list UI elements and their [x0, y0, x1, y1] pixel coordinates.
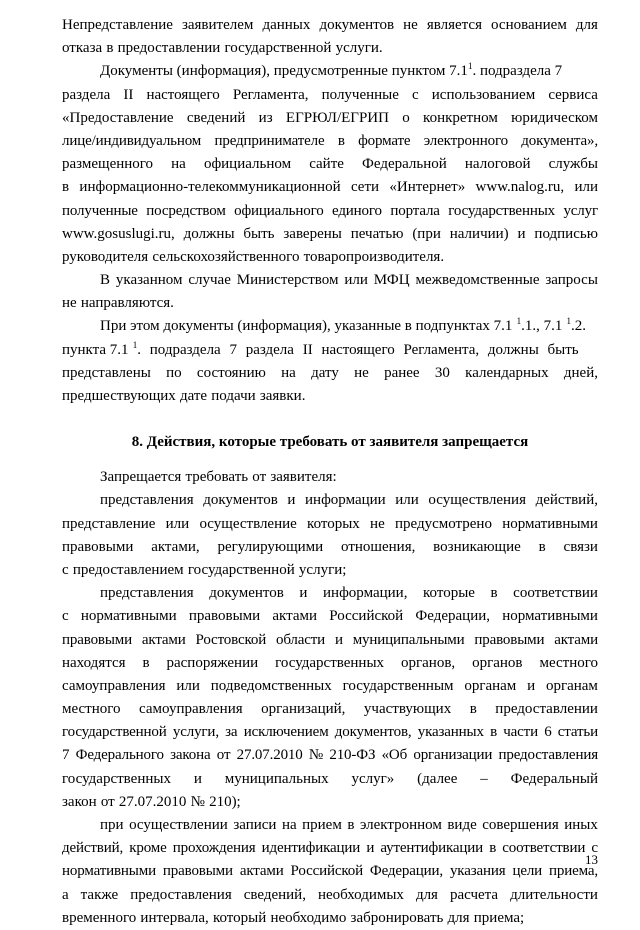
- word: осуществления: [428, 492, 526, 509]
- word: данных: [262, 17, 311, 33]
- word: актами: [239, 863, 284, 880]
- word: государственным: [342, 677, 454, 694]
- word: государственных: [62, 770, 171, 787]
- word: с: [62, 561, 69, 578]
- word: цели: [512, 863, 543, 880]
- word: II: [123, 86, 134, 103]
- word: состоянию: [196, 364, 266, 381]
- word: посредством: [146, 202, 226, 219]
- text-fragment: пункта 7.1 $^1$. подраздела 7 раздела II настоящего Регламента, должны быть: [62, 339, 579, 358]
- word: не: [62, 295, 77, 312]
- word: информационно-телекоммуникационной: [79, 179, 341, 196]
- word: Российской: [329, 608, 404, 625]
- word: календарных: [465, 364, 549, 381]
- word: сведений,: [243, 886, 306, 903]
- word: услуги.: [335, 40, 383, 57]
- text-line: [62, 652, 598, 675]
- word: в: [62, 179, 70, 196]
- text-line: [62, 721, 598, 744]
- word: соответствии: [502, 840, 586, 857]
- word: настоящего: [146, 86, 220, 103]
- word: услуги;: [298, 561, 347, 578]
- word: отказа: [62, 40, 103, 57]
- word: единого: [332, 202, 382, 219]
- word: является: [426, 17, 482, 33]
- word: быть: [243, 225, 275, 242]
- word: виде: [447, 817, 477, 833]
- word: сайте: [309, 156, 344, 173]
- word: услуг»: [351, 770, 395, 787]
- word: направляются.: [80, 295, 174, 312]
- word: предоставлении: [495, 701, 598, 718]
- word: государственной: [62, 724, 167, 741]
- word: для: [415, 886, 438, 903]
- word: не: [354, 364, 369, 381]
- word: на: [171, 156, 186, 173]
- superscript: 1: [566, 316, 572, 327]
- word: портала: [390, 202, 440, 219]
- word: и: [366, 840, 375, 857]
- text-line: [62, 768, 598, 791]
- word: правовыми: [62, 538, 134, 555]
- word: необходимо: [270, 909, 347, 926]
- word: приема;: [473, 909, 525, 926]
- word: нормативными: [502, 515, 598, 532]
- word: юридическом: [511, 109, 598, 126]
- word: на: [281, 817, 297, 833]
- word: требовать: [185, 469, 249, 486]
- word: печатью: [350, 225, 404, 242]
- word: государственной: [187, 561, 295, 578]
- word: Федерации,: [369, 863, 443, 880]
- word: (далее: [417, 770, 458, 787]
- word: области: [275, 631, 326, 648]
- text-line: [62, 269, 598, 292]
- word: 30: [434, 364, 450, 381]
- word: предоставлением: [72, 561, 184, 578]
- text-line: [62, 907, 598, 930]
- text-line: [62, 629, 598, 652]
- text-line: [62, 489, 598, 512]
- word: (при: [412, 225, 441, 242]
- word: «Предоставление: [62, 109, 174, 126]
- word: от: [100, 793, 115, 810]
- word: №: [190, 793, 205, 810]
- text-line: [62, 744, 598, 767]
- word: в: [489, 840, 497, 857]
- text-line: [62, 37, 598, 60]
- word: или: [574, 179, 598, 196]
- text-line: [62, 107, 598, 130]
- text-line: [62, 200, 598, 223]
- word: забронировать: [350, 909, 444, 926]
- text-line: [62, 339, 598, 362]
- word: 7: [62, 747, 70, 764]
- text-line: [62, 153, 598, 176]
- word: электронного: [423, 132, 508, 149]
- word: возникающие: [433, 538, 521, 555]
- word: или: [176, 677, 200, 694]
- text-line: [62, 860, 598, 883]
- word: информации,: [323, 585, 408, 602]
- word: предпринимателе: [214, 132, 325, 149]
- word: www.nalog.ru,: [475, 179, 565, 196]
- word: соответствии: [513, 585, 598, 602]
- word: электронном: [359, 817, 442, 833]
- word: действий,: [535, 492, 598, 509]
- word: в: [337, 132, 345, 149]
- text-line: [62, 837, 598, 860]
- word: сети: [350, 179, 380, 196]
- word: необходимых: [317, 886, 404, 903]
- word: из: [258, 109, 273, 126]
- word: осуществление: [199, 515, 297, 532]
- word: органам: [545, 677, 598, 694]
- word: актами,: [151, 538, 200, 555]
- word: документов: [319, 17, 395, 33]
- word: информации: [305, 492, 386, 509]
- superscript: 1: [467, 61, 473, 72]
- word: действий,: [62, 840, 124, 857]
- word: ранее: [384, 364, 420, 381]
- document-body: [62, 14, 598, 930]
- word: дату: [311, 364, 339, 381]
- word: актами: [272, 608, 318, 625]
- word: документов: [209, 585, 284, 602]
- word: предшествующих: [62, 388, 176, 404]
- word: также: [80, 886, 119, 903]
- word: правовыми: [474, 631, 545, 648]
- word: аутентификации: [380, 840, 484, 857]
- word: и: [193, 770, 202, 787]
- word: самоуправления: [139, 701, 243, 718]
- superscript: 1: [132, 339, 138, 350]
- text-line: [62, 884, 598, 907]
- word: представления: [100, 492, 194, 509]
- word: о: [402, 109, 410, 126]
- word: Регламента,: [232, 86, 309, 103]
- word: дате: [179, 388, 208, 404]
- word: представлены: [62, 364, 151, 381]
- word: а: [62, 886, 69, 903]
- word: предоставлении: [117, 40, 221, 57]
- word: 210);: [209, 793, 241, 810]
- word: расчета: [449, 886, 499, 903]
- word: указания: [449, 863, 506, 880]
- text-line: [62, 791, 598, 814]
- word: межведомственные: [415, 272, 540, 289]
- word: нормативными: [62, 863, 156, 880]
- word: Непредставление: [62, 17, 173, 33]
- text-line: [62, 466, 598, 489]
- word: подписью: [534, 225, 598, 242]
- word: записи: [233, 817, 277, 833]
- word: статьи: [557, 724, 598, 741]
- word: сельскохозяйственного: [152, 248, 300, 265]
- word: органов,: [400, 654, 456, 671]
- word: Федерации,: [415, 608, 490, 625]
- word: самоуправления: [62, 677, 166, 694]
- word: указанных: [417, 724, 484, 741]
- word: совершения: [482, 817, 559, 833]
- word: местного: [62, 701, 121, 718]
- page-number: 13: [585, 852, 598, 867]
- word: в: [347, 817, 355, 833]
- word: местного: [539, 654, 598, 671]
- word: закона: [170, 747, 211, 764]
- word: нормативными: [502, 608, 598, 625]
- word: «Об: [381, 747, 408, 764]
- word: ЕГРЮЛ/ЕГРИП: [285, 109, 389, 126]
- word: не: [403, 17, 418, 33]
- word: от: [252, 469, 267, 486]
- word: размещенного: [62, 156, 154, 173]
- word: актами: [141, 631, 186, 648]
- word: документов: [203, 492, 278, 509]
- text-line: [62, 605, 598, 628]
- word: сведений: [186, 109, 246, 126]
- word: представления: [100, 585, 194, 602]
- word: органам: [464, 677, 517, 694]
- word: участвующих: [363, 701, 452, 718]
- word: или: [165, 515, 190, 532]
- text-line: [62, 385, 598, 408]
- text-line: [62, 536, 598, 559]
- text-line: [62, 223, 598, 246]
- word: налоговой: [464, 156, 531, 173]
- word: за: [225, 724, 238, 741]
- word: 27.07.2010: [118, 793, 187, 810]
- word: услуг: [563, 202, 598, 219]
- word: для: [447, 909, 470, 926]
- word: которые: [423, 585, 475, 602]
- word: части: [503, 724, 538, 741]
- word: правовыми: [188, 608, 261, 625]
- word: идентификации: [261, 840, 361, 857]
- word: длительности: [510, 886, 598, 903]
- word: исключением: [243, 724, 329, 741]
- word: нормативными: [80, 608, 177, 625]
- word: и: [287, 492, 296, 509]
- word: муниципальных: [224, 770, 329, 787]
- word: представление: [62, 515, 156, 532]
- text-line: [62, 292, 598, 315]
- word: органов: [472, 654, 523, 671]
- superscript: 1: [516, 316, 522, 327]
- word: 210-ФЗ: [329, 747, 376, 764]
- word: который: [212, 909, 267, 926]
- word: использованием: [431, 86, 536, 103]
- word: в: [142, 654, 150, 671]
- word: организаций,: [261, 701, 346, 718]
- word: сервиса: [548, 86, 598, 103]
- word: закон: [62, 793, 97, 810]
- word: товаропроизводителя.: [303, 248, 445, 265]
- word: предоставления: [498, 747, 598, 764]
- text-line: [62, 14, 598, 37]
- word: с: [591, 840, 598, 857]
- text-line: [62, 130, 598, 153]
- word: должны: [183, 225, 235, 242]
- word: при: [100, 817, 124, 833]
- text-line: [62, 176, 598, 199]
- word: или: [395, 492, 419, 509]
- word: руководителя: [62, 248, 149, 265]
- section-heading: 8. Действия, которые требовать от заявителя запрещается: [131, 434, 529, 451]
- word: случае: [188, 272, 231, 289]
- word: службы: [548, 156, 598, 173]
- word: в: [469, 701, 477, 718]
- word: Федеральной: [362, 156, 447, 173]
- word: Министерством: [236, 272, 339, 289]
- word: конкретном: [423, 109, 498, 126]
- word: в: [490, 724, 498, 741]
- word: осуществлении: [129, 817, 228, 833]
- word: организации: [413, 747, 493, 764]
- word: Российской: [290, 863, 363, 880]
- text-fragment: При этом документы (информация), указанные в подпунктах 7.1 $^1$.1., 7.1 $^1$.2.: [100, 316, 587, 335]
- word: заверены: [283, 225, 342, 242]
- word: правовыми: [62, 631, 132, 648]
- word: с: [62, 608, 69, 625]
- word: №: [308, 747, 324, 764]
- word: для: [575, 17, 598, 33]
- word: лице/индивидуальном: [62, 132, 202, 149]
- word: в: [490, 585, 498, 602]
- word: «Интернет»: [389, 179, 466, 196]
- word: документа»,: [521, 132, 598, 149]
- text-line: [62, 698, 598, 721]
- word: кроме: [129, 840, 167, 857]
- text-line: [62, 814, 598, 837]
- word: официального: [234, 202, 324, 219]
- word: –: [480, 770, 488, 787]
- word: раздела: [62, 86, 111, 103]
- word: государственных: [448, 202, 555, 219]
- word: в: [106, 40, 114, 57]
- word: Федеральный: [510, 770, 598, 787]
- word: или: [344, 272, 368, 289]
- word: наличии): [449, 225, 509, 242]
- word: и: [527, 677, 536, 694]
- word: на: [281, 364, 296, 381]
- word: Запрещается: [100, 469, 182, 486]
- text-line: [62, 315, 598, 338]
- word: официальном: [203, 156, 292, 173]
- text-line: [62, 84, 598, 107]
- word: услуги,: [172, 724, 219, 741]
- word: приема,: [548, 863, 598, 880]
- word: временного: [62, 909, 137, 926]
- word: в: [538, 538, 546, 555]
- text-line: [62, 60, 598, 83]
- word: актами: [554, 631, 598, 648]
- word: не: [370, 515, 385, 532]
- word: от: [216, 747, 231, 764]
- word: полученные: [62, 202, 138, 219]
- word: Ростовской: [195, 631, 267, 648]
- word: дней,: [563, 364, 598, 381]
- word: формате: [358, 132, 411, 149]
- text-line: [62, 513, 598, 536]
- word: подведомственных: [210, 677, 332, 694]
- text-fragment: Документы (информация), предусмотренные пунктом $7.1^1$. подраздела 7: [100, 61, 563, 80]
- text-line: [62, 362, 598, 385]
- word: подачи: [211, 388, 256, 404]
- text-line: [62, 559, 598, 582]
- word: заявителя:: [270, 469, 337, 486]
- word: иных: [564, 817, 598, 833]
- word: документов,: [334, 724, 412, 741]
- word: 6: [544, 724, 552, 741]
- word: полученные: [321, 86, 399, 103]
- word: запросы: [545, 272, 598, 289]
- word: В: [100, 272, 111, 289]
- word: находятся: [62, 654, 126, 671]
- word: государственной: [224, 40, 332, 57]
- word: муниципальными: [352, 631, 465, 648]
- word: связи: [563, 538, 598, 555]
- word: указанном: [115, 272, 183, 289]
- word: по: [166, 364, 182, 381]
- word: и: [334, 631, 343, 648]
- word: прием: [302, 817, 342, 833]
- word: основанием: [491, 17, 567, 33]
- word: и: [299, 585, 308, 602]
- text-line: [62, 675, 598, 698]
- word: 27.07.2010: [236, 747, 303, 764]
- word: регулирующими: [217, 538, 324, 555]
- word: заявителем: [181, 17, 254, 33]
- word: www.gosuslugi.ru,: [62, 225, 175, 242]
- word: распоряжении: [166, 654, 259, 671]
- word: правовыми: [162, 863, 233, 880]
- word: прохождения: [172, 840, 256, 857]
- text-line: [62, 246, 598, 269]
- text-line: [62, 582, 598, 605]
- word: Федерального: [75, 747, 164, 764]
- word: и: [517, 225, 526, 242]
- word: отношения,: [341, 538, 416, 555]
- word: МФЦ: [373, 272, 410, 289]
- word: интервала,: [140, 909, 209, 926]
- word: предоставления: [130, 886, 232, 903]
- word: с: [412, 86, 419, 103]
- word: которых: [307, 515, 360, 532]
- word: предусмотрено: [394, 515, 492, 532]
- word: государственных: [275, 654, 385, 671]
- word: заявки.: [259, 388, 306, 404]
